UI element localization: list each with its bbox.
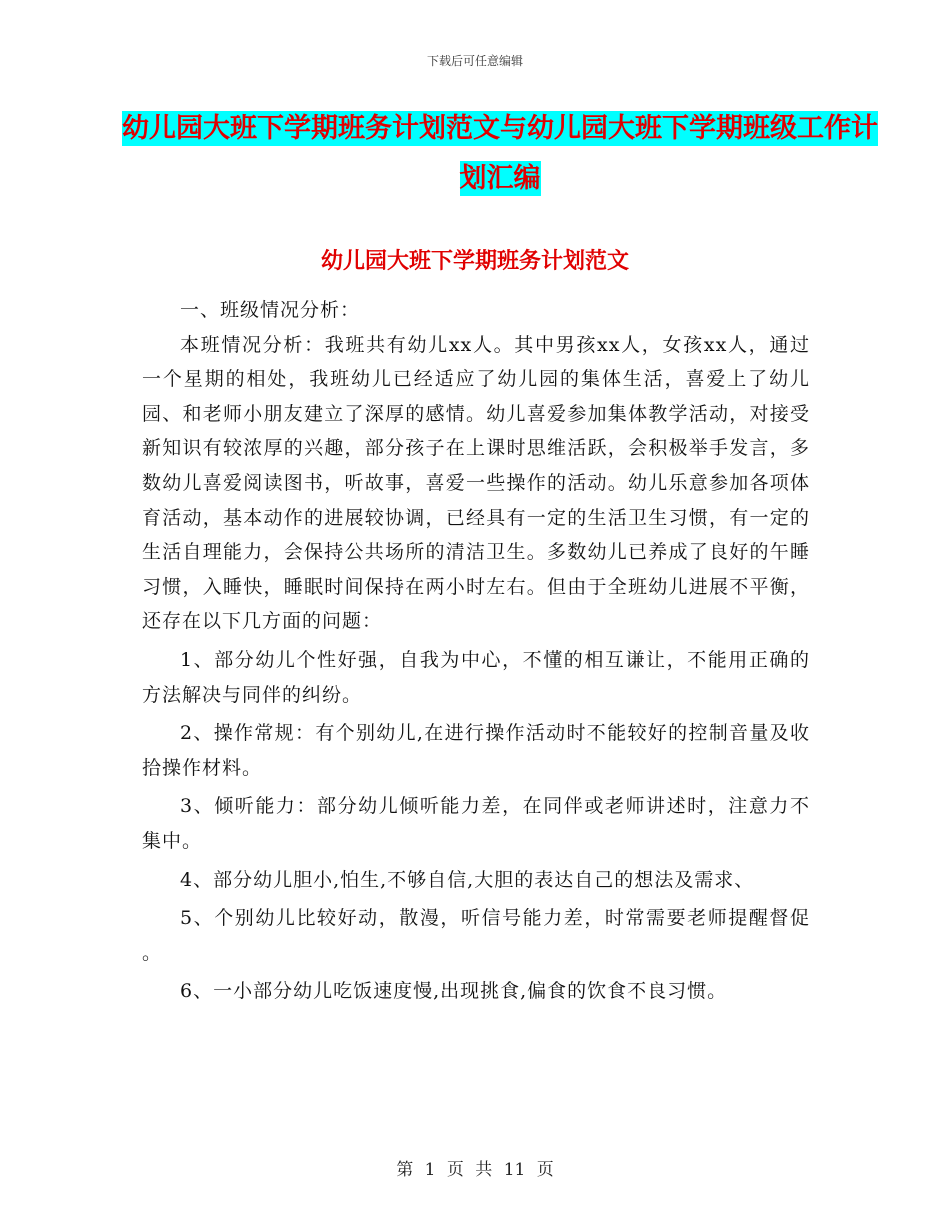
paragraph-item-6: 6、一小部分幼儿吃饭速度慢,出现挑食,偏食的饮食不良习惯。 (180, 980, 728, 1003)
document-title (120, 104, 880, 204)
paragraph-item-5: 5、个别幼儿比较好动，散漫，听信号能力差，时常需要老师提醒督促 。 (142, 907, 810, 964)
document-title-text: 幼儿园大班下学期班务计划范文与幼儿园大班下学期班级工作计划汇编 (122, 113, 878, 194)
paragraph-item-1: 1、部分幼儿个性好强，自我为中心，不懂的相互谦让，不能用正确的方法解决与同伴的纠纷。 (142, 648, 810, 706)
document-body (142, 293, 810, 1009)
paragraph-item-3: 3、倾听能力：部分幼儿倾听能力差，在同伴或老师讲述时，注意力不集中。 (142, 795, 810, 852)
paragraph-class-analysis-heading: 一、班级情况分析： (180, 299, 361, 321)
paragraph-class-situation: 本班情况分析：我班共有幼儿xx人。其中男孩xx人，女孩xx人，通过一个星期的相处，我班幼儿已经适应了幼儿园的集体生活，喜爱上了幼儿园、和老师小朋友建立了深厚的感情。幼儿喜爱参加集体教学活动，对接受新知识有较浓厚的兴趣，部分孩子在上课时思维活跃，会积极举手发言，多数幼儿喜爱阅读图书，听故事，喜爱一些操作的活动。幼儿乐意参加各项体育活动，基本动作的进展较协调，已经具有一定的生活卫生习惯，有一定的生活自理能力，会保持公共场所的清洁卫生。多数幼儿已养成了良好的午睡习惯，入睡快，睡眠时间保持在两小时左右。但由于全班幼儿进展不平衡，还存在以下几方面的问题： (142, 333, 810, 633)
paragraph-item-4: 4、部分幼儿胆小,怕生,不够自信,大胆的表达自己的想法及需求、 (180, 868, 755, 891)
header-note: 下载后可任意编辑 (426, 54, 523, 68)
paragraph-item-2: 2、操作常规：有个别幼儿,在进行操作活动时不能较好的控制音量及收拾操作材料。 (142, 722, 810, 779)
page-number: 第 1 页 共 11 页 (396, 1160, 554, 1180)
section-title: 幼儿园大班下学期班务计划范文 (320, 249, 629, 274)
